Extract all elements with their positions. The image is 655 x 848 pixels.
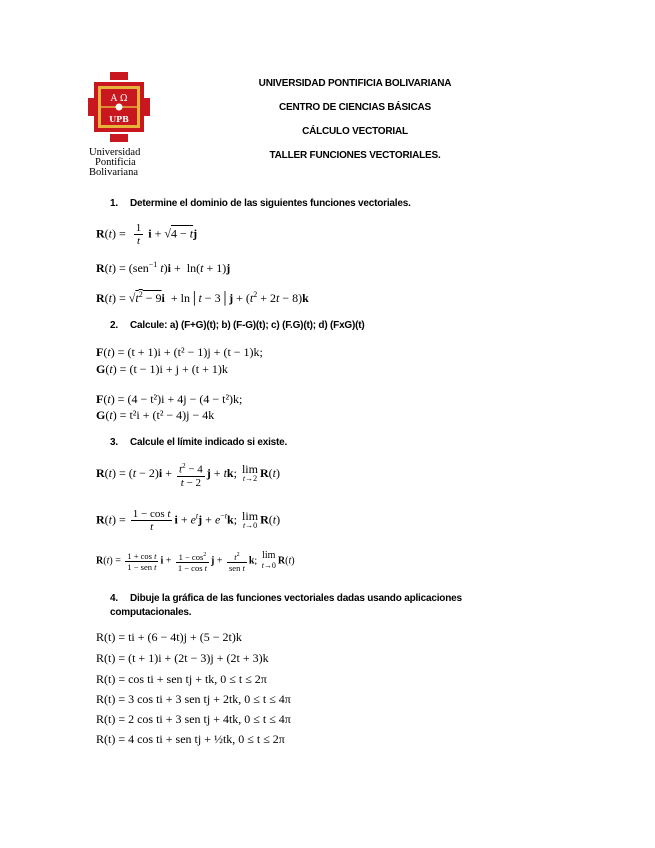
question-1: 1. Determine el dominio de las siguientes funciones vectoriales.: [110, 198, 411, 209]
q4-equation-3: R(t) = cos ti + sen tj + tk, 0 ≤ t ≤ 2π: [96, 672, 267, 686]
logo-line-3: Bolivariana: [89, 167, 138, 178]
q2-set1-F: F(t) = (t + 1)i + (t² − 1)j + (t − 1)k;: [96, 345, 263, 359]
q1-equation-2: R(t) = (sen$^{-1}$ t)i + ln(t + 1)j: [96, 260, 231, 275]
header-center: CENTRO DE CIENCIAS BÁSICAS: [278, 102, 432, 113]
q1-equation-1: R(t) = $\frac{1}{t}$ i + √4 − tj: [96, 222, 198, 247]
svg-text:A Ω: A Ω: [110, 94, 128, 104]
question-4: 4. Dibuje la gráfica de las funciones vectoriales dadas usando aplicaciones computacionales.: [110, 593, 462, 618]
q1-equation-3: $R(t) = √t^2 - 9i$ + ln│t − 3│j + $(t^2 + 2t - 8)k$: [96, 290, 309, 305]
q2-set2-G: G(t) = t²i + (t² − 4)j − 4k: [96, 408, 215, 422]
shield-emblem: [88, 72, 150, 142]
q3-limit-3: R(t) = $\frac{\text{1 + cos t}}{\text{1 − sen t}}$ i + $\frac{1 - \cos^2}{\text{1 − cos t}}$ j + $\frac{t^2}{\text{sen t}}$ k; lim t→0 R(t): [96, 550, 295, 573]
header-university: UNIVERSIDAD PONTIFICIA BOLIVARIANA: [258, 78, 452, 89]
logo-line-2: Pontificia: [95, 157, 136, 168]
q4-equation-1: R(t) = ti + (6 − 4t)j + (5 − 2t)k: [96, 630, 242, 644]
q4-equation-6: R(t) = 4 cos ti + sen tj + ½tk, 0 ≤ t ≤ 2π: [96, 732, 285, 746]
question-3: 3. Calcule el límite indicado si existe.: [110, 437, 288, 448]
university-logo: [88, 72, 150, 178]
q2-set1-G: G(t) = (t − 1)i + j + (t + 1)k: [96, 362, 228, 376]
q4-equation-4: R(t) = 3 cos ti + 3 sen tj + 2tk, 0 ≤ t ≤ 4π: [96, 692, 291, 706]
q4-equation-5: R(t) = 2 cos ti + 3 sen tj + 4tk, 0 ≤ t ≤ 4π: [96, 712, 291, 726]
logo-line-1: Universidad: [89, 147, 141, 158]
q4-equation-2: R(t) = (t + 1)i + (2t − 3)j + (2t + 3)k: [96, 651, 269, 665]
question-2: 2. Calcule: a) (F+G)(t); b) (F-G)(t); c) (F.G)(t); d) (FxG)(t): [110, 320, 365, 331]
q3-limit-1: R(t) = (t − 2)i + $\frac{t^2 - 4}{t - 2}$ j + tk; lim t→2 R(t): [96, 462, 280, 489]
header-course: CÁLCULO VECTORIAL: [302, 126, 408, 137]
q2-set2-F: F(t) = (4 − t²)i + 4j − (4 − t²)k;: [96, 392, 243, 406]
svg-text:UPB: UPB: [109, 114, 129, 124]
q3-limit-2: R(t) = $\frac{\text{1 − cos t}}{t}$ $i + e^tj + e^{-t}k$; lim t→0 R(t): [96, 508, 281, 533]
header-title: TALLER FUNCIONES VECTORIALES.: [269, 150, 441, 161]
